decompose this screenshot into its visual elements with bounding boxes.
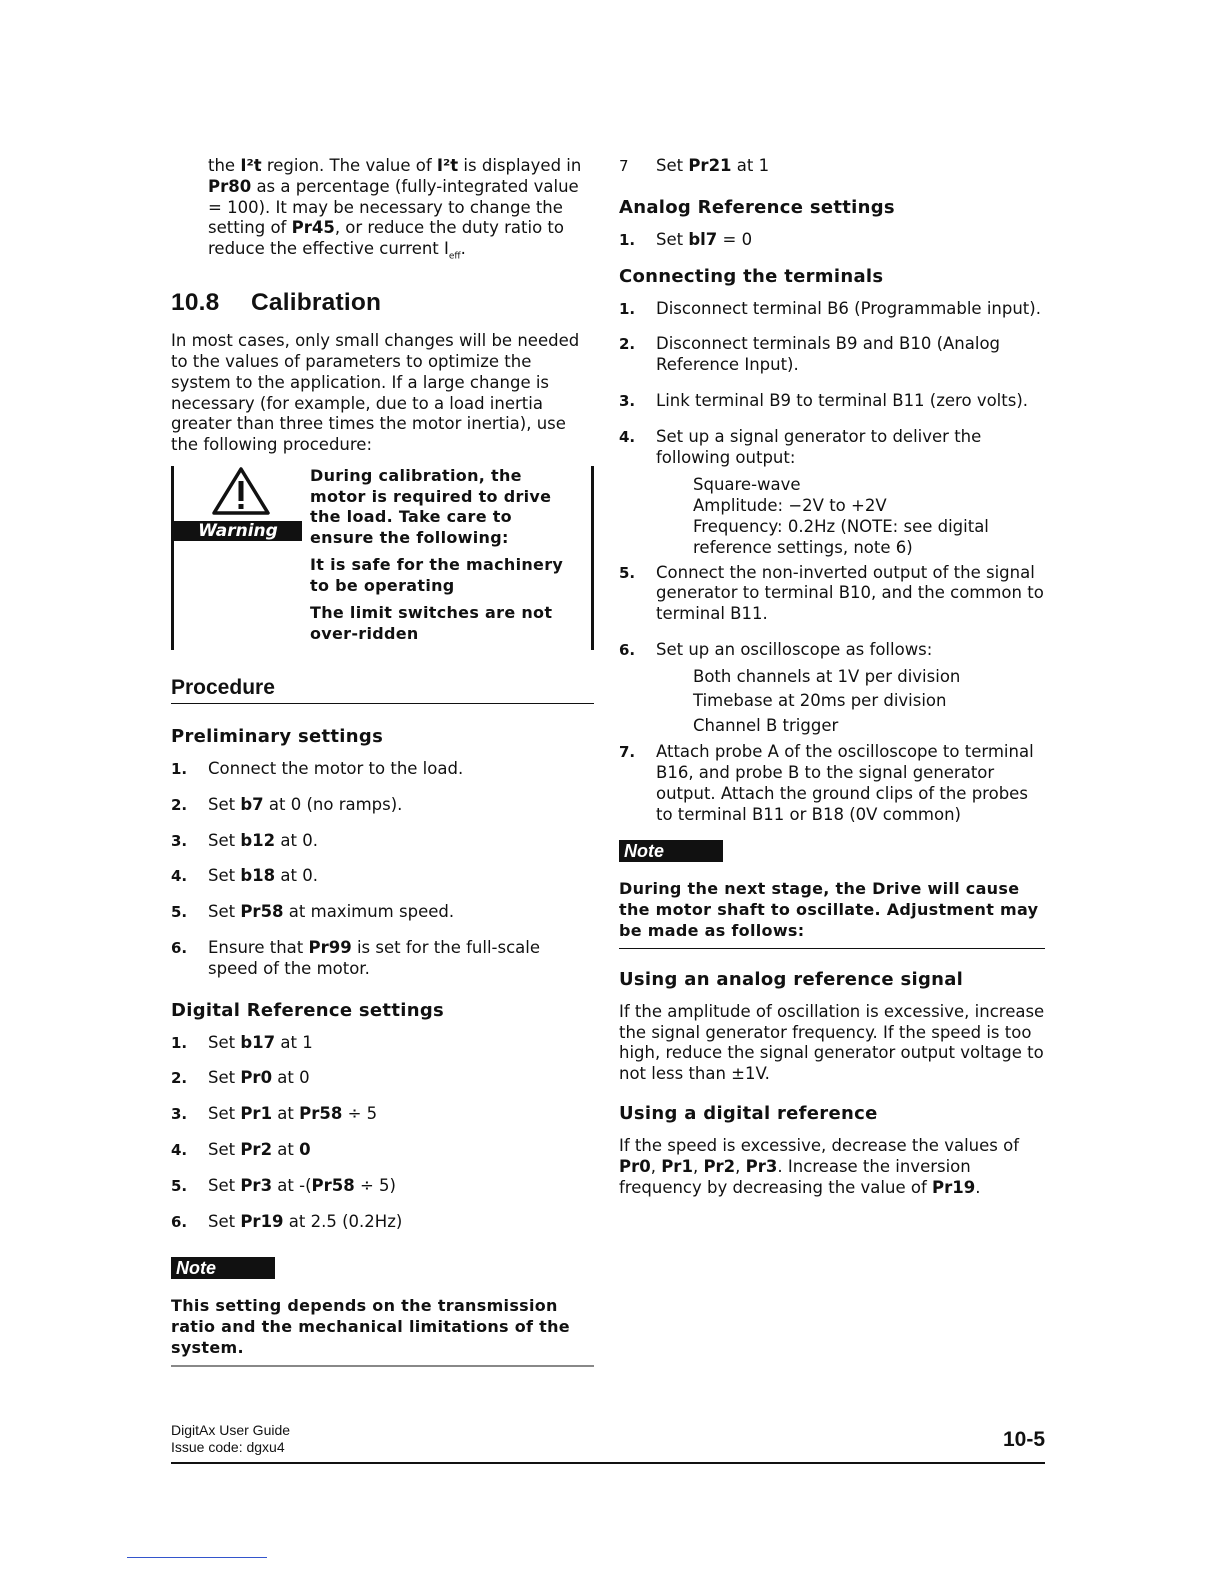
procedure-heading: Procedure xyxy=(171,676,594,704)
text-run: at 0. xyxy=(275,830,318,850)
step-text: Set up a signal generator to deliver the following output: xyxy=(656,426,982,467)
text-run: the xyxy=(208,156,241,175)
scope-line: Channel B trigger xyxy=(693,715,839,735)
bold-param: Pr58 xyxy=(299,1104,343,1124)
warning-line: It is safe for the machinery to be operating xyxy=(310,555,564,595)
bold-param: I²t xyxy=(436,156,459,175)
step-text xyxy=(208,1212,402,1231)
step-number: 2. xyxy=(171,1069,188,1088)
step-number: 3. xyxy=(171,831,188,850)
list-item xyxy=(171,795,594,816)
analog-signal-text: If the amplitude of oscillation is excessive, increase the signal generator frequency. If the speed is too high, reduce the signal generator output voltage to not less than ±1V. xyxy=(619,1001,1045,1084)
text-run: is set for the full-scale speed of the motor. xyxy=(208,938,541,978)
text-run: Set xyxy=(656,156,689,175)
text-run: Set xyxy=(656,229,689,249)
bold-param: b12 xyxy=(240,830,276,850)
left-column xyxy=(171,156,594,1367)
scope-line: Timebase at 20ms per division xyxy=(693,691,947,711)
list-item xyxy=(619,563,1045,625)
text-run: Set xyxy=(208,902,241,922)
subscript: eff xyxy=(448,251,461,262)
step-number: 1. xyxy=(171,1033,188,1052)
analog-steps xyxy=(619,230,1045,251)
link-underline xyxy=(127,1557,267,1558)
list-item xyxy=(171,1212,594,1233)
text-run: . xyxy=(975,1177,981,1197)
text-run: region. The value of xyxy=(261,156,437,175)
step-text xyxy=(208,1033,313,1052)
step-number: 6. xyxy=(619,640,636,659)
page-number: 10-5 xyxy=(1002,1428,1045,1451)
section-title: Calibration xyxy=(251,289,382,317)
warning-box xyxy=(171,466,594,650)
list-item xyxy=(171,1068,594,1089)
step-text xyxy=(208,902,454,921)
step-number: 4. xyxy=(171,1141,188,1160)
list-item xyxy=(619,156,1045,177)
list-item xyxy=(171,866,594,887)
step-7-list xyxy=(619,156,1045,177)
analog-signal-heading: Using an analog reference signal xyxy=(619,968,964,990)
step-text xyxy=(208,1140,311,1159)
step-text xyxy=(208,1104,377,1123)
digital-reference-heading: Using a digital reference xyxy=(619,1103,878,1125)
list-item xyxy=(171,759,594,780)
list-item xyxy=(619,299,1045,320)
list-item xyxy=(619,640,1045,738)
step-number: 1. xyxy=(619,230,636,249)
bold-param: Pr0 xyxy=(619,1156,651,1176)
page-footer xyxy=(171,1422,1045,1464)
scope-line: Both channels at 1V per division xyxy=(693,666,961,686)
digital-settings-heading: Digital Reference settings xyxy=(171,999,445,1021)
preliminary-heading: Preliminary settings xyxy=(171,726,384,748)
list-item xyxy=(619,391,1045,412)
step-text: Disconnect terminal B6 (Programmable input). xyxy=(656,298,1041,318)
scope-spec xyxy=(656,665,1045,739)
bold-param: Pr21 xyxy=(688,156,732,175)
footer-info xyxy=(171,1422,290,1456)
text-run: at 0 (no ramps). xyxy=(263,794,403,814)
list-item xyxy=(171,1033,594,1054)
right-column xyxy=(619,156,1045,1198)
text-run: Set xyxy=(208,1104,241,1124)
text-run: at 1 xyxy=(731,156,770,175)
step-text xyxy=(208,1176,396,1195)
step-text xyxy=(208,759,463,778)
section-text: In most cases, only small changes will be needed to the values of parameters to optimize the system to the application. If a large change is necessary (for example, due to a load inertia greater than three times the motor inertia), use the following procedure: xyxy=(171,331,580,455)
bold-param: 0 xyxy=(299,1140,311,1160)
bold-param: Pr19 xyxy=(932,1177,976,1197)
step-number: 3. xyxy=(171,1105,188,1124)
step-text: Connect the non-inverted output of the signal generator to terminal B10, and the common to terminal B11. xyxy=(656,562,1044,624)
text-run: at 0 xyxy=(272,1068,310,1088)
bold-param: I²t xyxy=(240,156,262,175)
step-text xyxy=(208,795,402,814)
step-number: 5. xyxy=(619,563,636,582)
text-run: Set xyxy=(208,1032,241,1052)
list-item xyxy=(171,1140,594,1161)
note-text: During the next stage, the Drive will cause the motor shaft to oscillate. Adjustment may be made as follows: xyxy=(619,879,1045,948)
warning-text xyxy=(310,466,580,651)
text-run: Set xyxy=(208,1211,241,1231)
bold-param: b17 xyxy=(240,1032,276,1052)
preliminary-steps xyxy=(171,759,594,980)
step-number: 1. xyxy=(619,299,636,318)
step-text: Disconnect terminals B9 and B10 (Analog Reference Input). xyxy=(656,334,1001,375)
list-item xyxy=(171,1176,594,1197)
signal-spec xyxy=(656,475,1045,558)
section-heading xyxy=(171,289,594,317)
text-run: at xyxy=(272,1104,300,1124)
step-number: 7. xyxy=(619,743,636,762)
step-text xyxy=(656,156,769,175)
text-run: Set xyxy=(208,1140,241,1160)
text-run: Ensure that xyxy=(208,938,309,958)
step-number: 5. xyxy=(171,1176,188,1195)
step-text xyxy=(208,1068,310,1087)
text-run: , or reduce the duty ratio to reduce the effective current I xyxy=(208,218,564,259)
text-run: ÷ 5 xyxy=(342,1104,378,1124)
list-item xyxy=(171,902,594,923)
bold-param: Pr2 xyxy=(240,1140,273,1160)
list-item xyxy=(619,230,1045,251)
bold-param: Pr99 xyxy=(308,938,352,958)
list-item xyxy=(171,1104,594,1125)
text-run: at 1 xyxy=(275,1032,313,1052)
bold-param: Pr19 xyxy=(240,1211,284,1231)
digital-reference-text xyxy=(619,1136,1045,1198)
list-item xyxy=(619,334,1045,376)
step-text: Set up an oscilloscope as follows: xyxy=(656,639,933,659)
analog-settings-heading: Analog Reference settings xyxy=(619,196,895,218)
text-run: Set xyxy=(208,1068,241,1088)
bold-param: b18 xyxy=(240,866,276,886)
text-run: Set xyxy=(208,830,241,850)
note-text: This setting depends on the transmission ratio and the mechanical limitations of the system. xyxy=(171,1296,594,1366)
bold-param: Pr58 xyxy=(240,902,284,922)
digital-steps xyxy=(171,1033,594,1233)
issue-code: Issue code: dgxu4 xyxy=(171,1439,285,1455)
text-run: , xyxy=(735,1156,746,1176)
signal-line: Amplitude: −2V to +2V xyxy=(693,496,887,516)
connecting-heading: Connecting the terminals xyxy=(619,265,884,287)
bold-param: Pr58 xyxy=(311,1175,355,1195)
text-run: at 0. xyxy=(275,866,318,886)
bold-param: Pr1 xyxy=(661,1156,693,1176)
step-text xyxy=(656,230,752,249)
text-run: . Increase the inversion frequency by decreasing the value of xyxy=(619,1156,971,1197)
text-run: = 0 xyxy=(717,229,753,249)
text-run: Set xyxy=(208,1175,241,1195)
step-number: 4. xyxy=(171,867,188,886)
text-run: as a percentage (fully-integrated value = 100). It may be necessary to change the setting of xyxy=(208,176,579,238)
bold-param: Pr0 xyxy=(240,1068,273,1088)
text-run: ÷ 5) xyxy=(354,1175,396,1195)
step-number: 3. xyxy=(619,391,636,410)
warning-triangle-icon xyxy=(210,466,272,516)
bold-param: b7 xyxy=(240,794,264,814)
text-run: . xyxy=(460,239,466,259)
step-number: 2. xyxy=(171,795,188,814)
bold-param: Pr80 xyxy=(208,176,252,196)
list-item xyxy=(171,938,594,980)
bold-param: Pr1 xyxy=(240,1104,273,1124)
step-number: 1. xyxy=(171,760,188,779)
text-run: Connect the motor to the load. xyxy=(208,759,464,779)
signal-line: Square-wave xyxy=(693,475,801,495)
list-item xyxy=(171,831,594,852)
text-run: at xyxy=(272,1140,300,1160)
signal-line: Frequency: 0.2Hz (NOTE: see digital reference settings, note 6) xyxy=(693,516,989,557)
step-number: 2. xyxy=(619,335,636,354)
text-run: at 2.5 (0.2Hz) xyxy=(283,1211,403,1231)
warning-line: During calibration, the motor is required to drive the load. Take care to ensure the following: xyxy=(310,466,552,547)
section-number: 10.8 xyxy=(171,289,220,317)
step-text: Link terminal B9 to terminal B11 (zero volts). xyxy=(656,390,1029,410)
text-run: If the speed is excessive, decrease the values of xyxy=(619,1136,1020,1156)
intro-paragraph xyxy=(208,156,594,267)
step-text: Attach probe A of the oscilloscope to terminal B16, and probe B to the signal generator output. Attach the ground clips of the probes to terminal B11 or B18 (0V common) xyxy=(656,742,1034,824)
step-text xyxy=(208,938,540,978)
warning-label: Warning xyxy=(174,521,302,541)
guide-title: DigitAx User Guide xyxy=(171,1422,291,1438)
bold-param: Pr3 xyxy=(240,1175,273,1195)
text-run: , xyxy=(650,1156,662,1176)
bold-param: Pr45 xyxy=(291,218,335,238)
step-number: 5. xyxy=(171,903,188,922)
text-run: is displayed in xyxy=(458,156,582,175)
text-run: Set xyxy=(208,866,241,886)
bold-param: Pr3 xyxy=(745,1156,778,1176)
list-item xyxy=(619,427,1045,559)
step-number: 7 xyxy=(619,157,629,175)
text-run: Set xyxy=(208,794,241,814)
step-number: 6. xyxy=(171,1212,188,1231)
list-item xyxy=(619,742,1045,825)
text-run: at -( xyxy=(272,1175,312,1195)
text-run: at maximum speed. xyxy=(283,902,455,922)
note-label: Note xyxy=(171,1257,275,1279)
note-label: Note xyxy=(619,840,723,862)
bold-param: Pr2 xyxy=(703,1156,736,1176)
bold-param: bl7 xyxy=(688,229,718,249)
connecting-steps xyxy=(619,299,1045,826)
step-text xyxy=(208,866,318,885)
step-text xyxy=(208,831,318,850)
step-number: 6. xyxy=(171,939,188,958)
step-number: 4. xyxy=(619,427,636,446)
text-run: , xyxy=(692,1156,704,1176)
warning-line: The limit switches are not over-ridden xyxy=(310,603,553,643)
